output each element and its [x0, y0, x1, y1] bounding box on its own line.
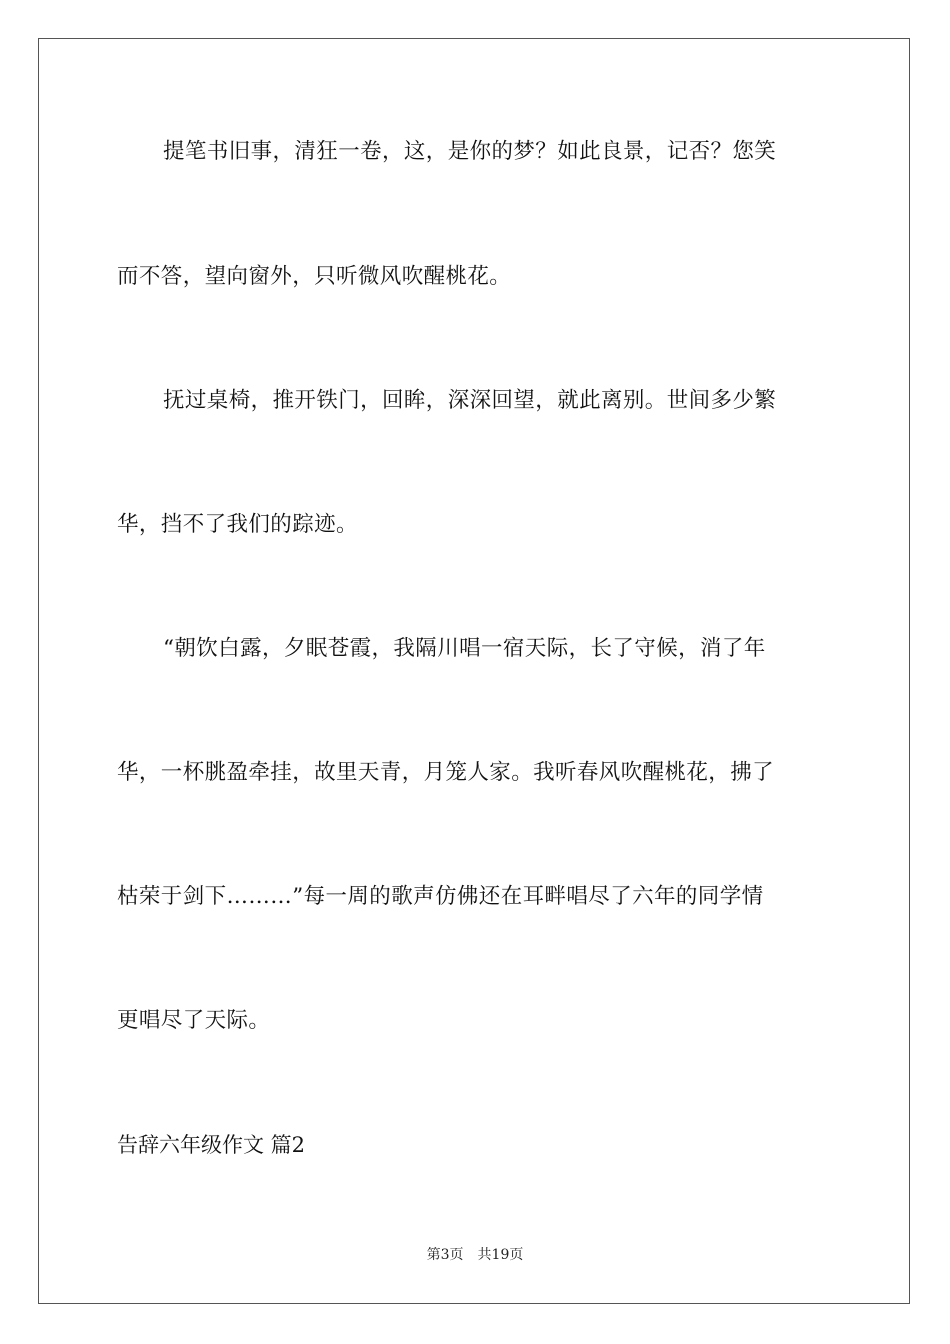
paragraph-3-line-2: 华，一杯朓盈牵挂，故里天青，月笼人家。我听春风吹醒桃花，拂了 — [117, 760, 775, 785]
paragraph-2-line-1: 抚过桌椅，推开铁门，回眸，深深回望，就此离别。世间多少繁 — [163, 388, 777, 413]
section-heading: 告辞六年级作文 篇2 — [117, 1133, 306, 1157]
page-border — [38, 38, 910, 1304]
paragraph-3-line-1: “朝饮白露，夕眠苍霞，我隔川唱一宿天际，长了守候，消了年 — [163, 636, 766, 661]
page-number: 第3页 — [426, 1247, 464, 1263]
page-total: 共19页 — [477, 1247, 524, 1263]
paragraph-1-line-2: 而不答，望向窗外，只听微风吹醒桃花。 — [117, 264, 512, 289]
page-footer — [0, 1245, 950, 1265]
paragraph-1-line-1: 提笔书旧事，清狂一卷，这，是你的梦？如此良景，记否？您笑 — [163, 139, 777, 164]
paragraph-2-line-2: 华，挡不了我们的踪迹。 — [117, 512, 358, 537]
paragraph-3-line-4: 更唱尽了天际。 — [117, 1008, 271, 1033]
paragraph-3-line-3: 枯荣于剑下………”每一周的歌声仿佛还在耳畔唱尽了六年的同学情 — [117, 884, 764, 909]
